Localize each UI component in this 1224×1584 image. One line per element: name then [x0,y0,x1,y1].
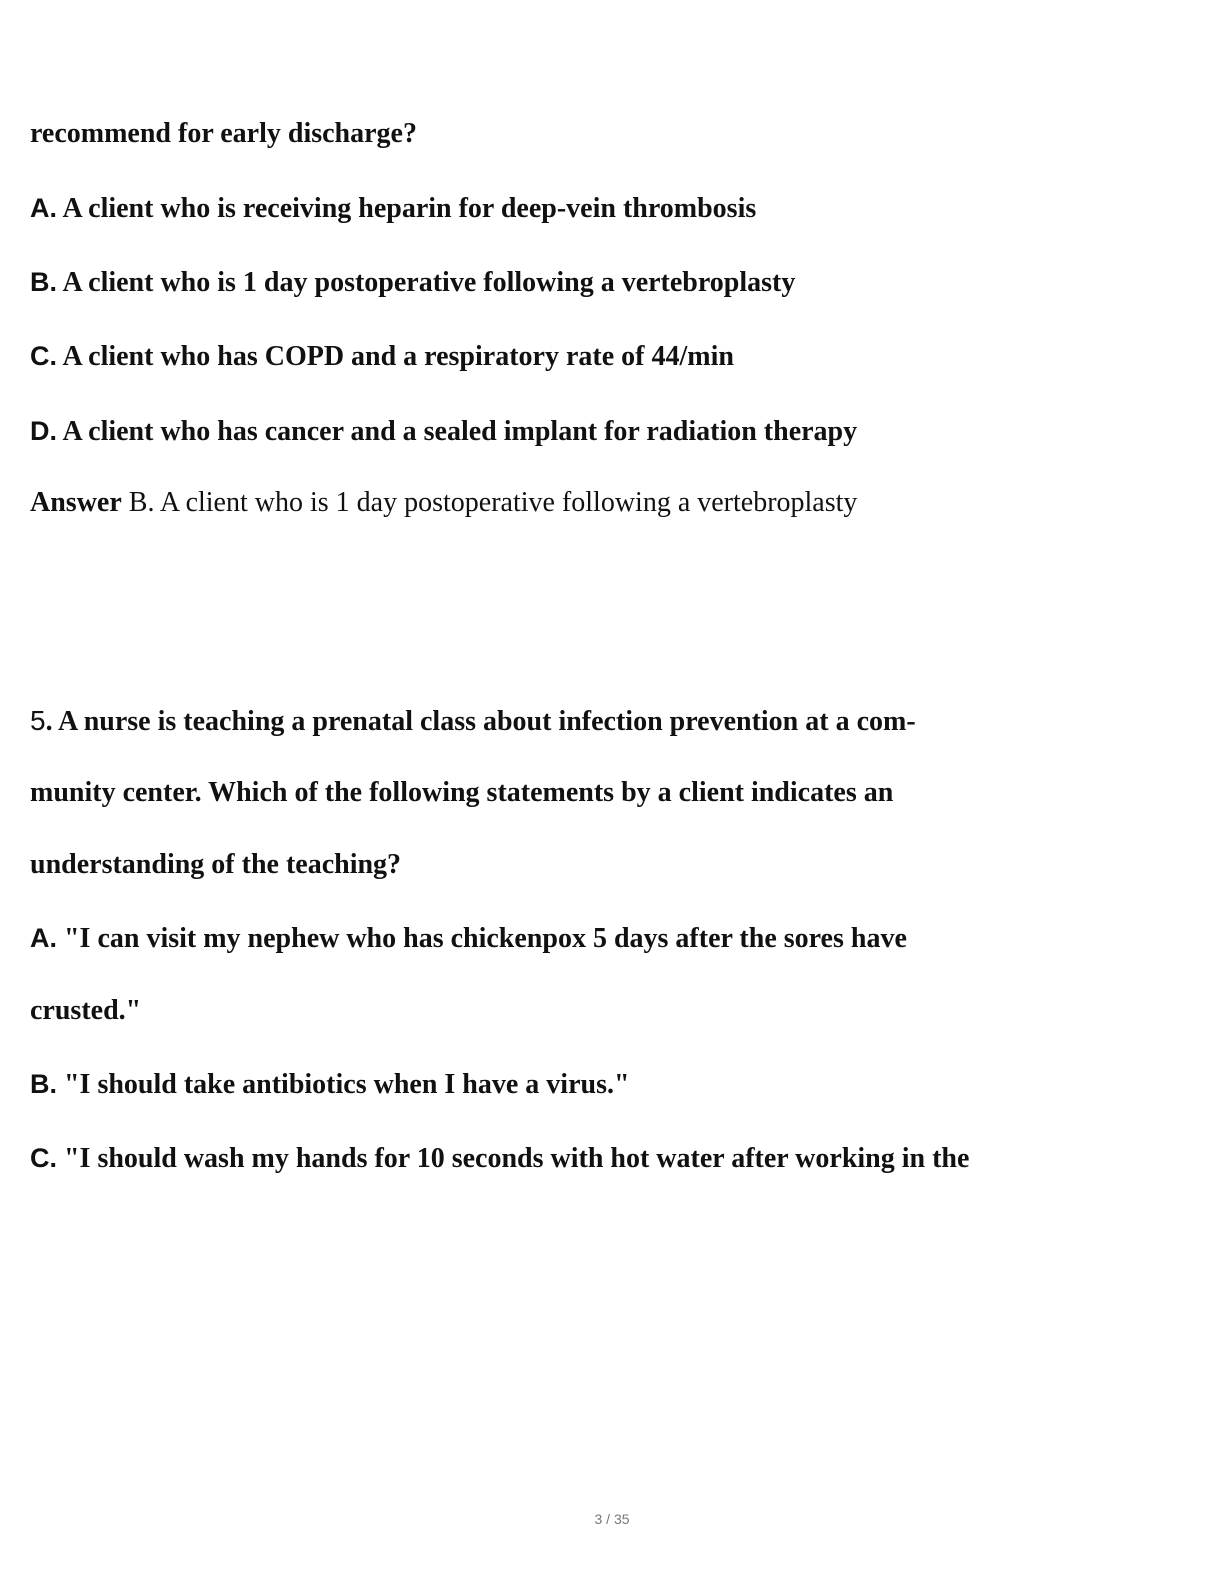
q4-option-a-text: A client who is receiving heparin for deep-vein thrombosis [62,193,757,224]
q4-option-c-letter: C. [30,341,57,371]
q5-option-a-text-1: "I can visit my nephew who has chickenpox 5 days after the sores have [64,923,907,954]
q4-option-b-letter: B. [30,267,57,297]
page-indicator: 3 / 35 [594,1511,630,1527]
q4-option-d-letter: D. [30,416,57,446]
q4-option-d [30,414,857,449]
q4-option-d-text: A client who has cancer and a sealed implant for radiation therapy [62,416,858,447]
q4-option-c-text: A client who has COPD and a respiratory rate of 44/min [62,341,734,372]
q5-option-a-letter: A. [30,923,57,953]
q4-answer-label: Answer [30,487,122,518]
q5-option-b-text: "I should take antibiotics when I have a virus." [64,1069,630,1100]
q4-option-c [30,339,734,374]
q5-option-b [30,1067,630,1102]
q5-option-c-letter: C. [30,1143,57,1173]
q4-option-b [30,265,795,300]
q5-stem-text-1: . A nurse is teaching a prenatal class about infection prevention at a com- [45,706,916,737]
q4-answer [30,486,857,520]
q4-option-a [30,191,756,226]
q5-stem-line-3: understanding of the teaching? [30,849,402,880]
q5-stem-line-2: munity center. Which of the following statements by a client indicates an [30,777,894,808]
q5-option-b-letter: B. [30,1069,57,1099]
q4-stem-tail: recommend for early discharge? [30,118,417,149]
q5-option-c [30,1141,969,1176]
q5-number: 5 [30,705,46,736]
q5-option-a-continued: crusted." [30,995,142,1026]
q4-option-b-text: A client who is 1 day postoperative following a vertebroplasty [62,267,796,298]
q4-option-a-letter: A. [30,193,57,223]
q5-option-a [30,921,907,956]
q5-stem-line-1 [30,704,916,739]
q4-answer-text: B. A client who is 1 day postoperative following a vertebroplasty [128,487,858,518]
q5-option-c-text: "I should wash my hands for 10 seconds with hot water after working in the [64,1143,970,1174]
